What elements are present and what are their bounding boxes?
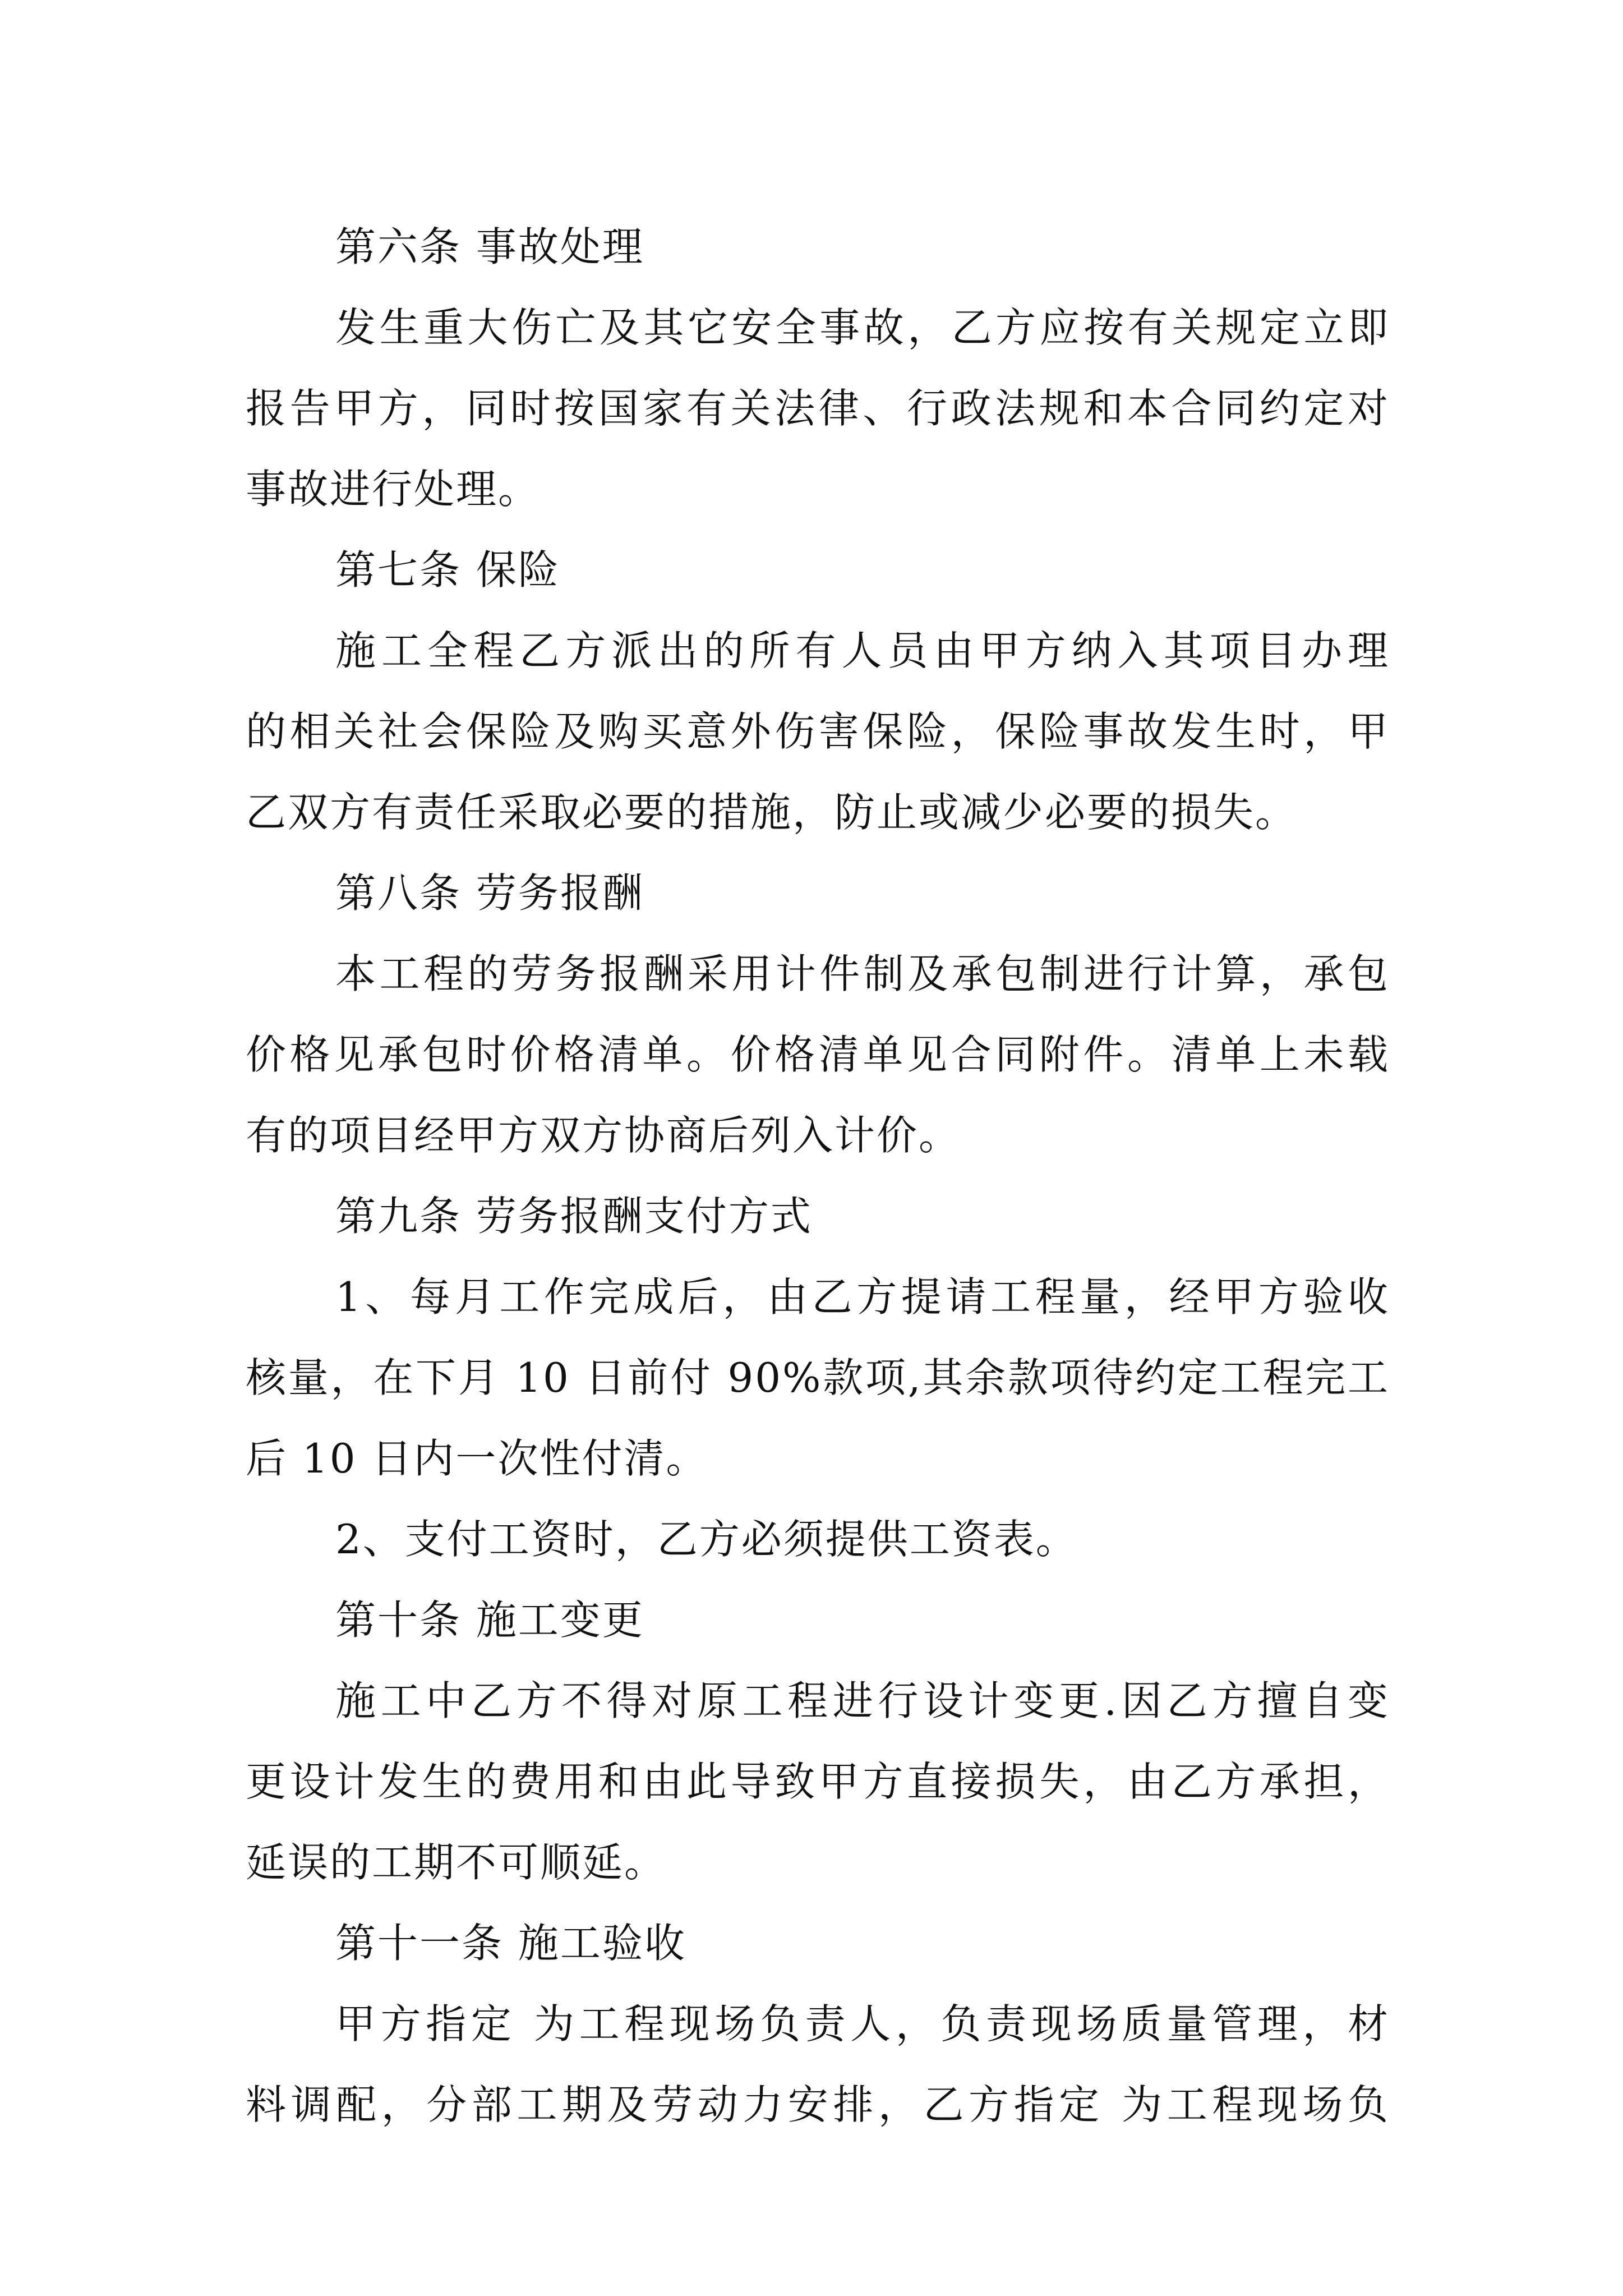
- paragraph-line: 本工程的劳务报酬采用计件制及承包制进行计算，承包: [335, 950, 1390, 997]
- article-8-heading: 第八条 劳务报酬: [335, 869, 644, 917]
- article-11-heading: 第十一条 施工验收: [335, 1920, 686, 1967]
- paragraph-line: 乙双方有责任采取必要的措施，防止或减少必要的损失。: [246, 789, 1298, 836]
- paragraph-line: 料调配，分部工期及劳动力安排，乙方指定 为工程现场负: [246, 2081, 1390, 2128]
- paragraph-line: 1、每月工作完成后，由乙方提请工程量，经甲方验收: [335, 1273, 1390, 1320]
- article-9-heading: 第九条 劳务报酬支付方式: [335, 1193, 813, 1240]
- article-10-heading: 第十条 施工变更: [335, 1596, 644, 1644]
- article-7-heading: 第七条 保险: [335, 546, 560, 593]
- paragraph-line: 事故进行处理。: [246, 466, 541, 513]
- paragraph-line: 2、支付工资时，乙方必须提供工资表。: [335, 1516, 1078, 1563]
- document-body: [246, 206, 1390, 2145]
- paragraph-line: 后 10 日内一次性付清。: [246, 1435, 708, 1482]
- paragraph-line: 更设计发生的费用和由此导致甲方直接损失，由乙方承担，: [246, 1758, 1390, 1805]
- paragraph-line: 报告甲方，同时按国家有关法律、行政法规和本合同约定对: [246, 385, 1390, 432]
- paragraph-line: 甲方指定 为工程现场负责人，负责现场质量管理，材: [335, 2000, 1390, 2047]
- paragraph-line: 延误的工期不可顺延。: [246, 1839, 667, 1886]
- paragraph-line: 有的项目经甲方双方协商后列入计价。: [246, 1112, 961, 1159]
- paragraph-line: 施工全程乙方派出的所有人员由甲方纳入其项目办理: [335, 627, 1390, 674]
- paragraph-line: 施工中乙方不得对原工程进行设计变更.因乙方擅自变: [335, 1677, 1390, 1724]
- article-6-heading: 第六条 事故处理: [335, 223, 644, 270]
- paragraph-line: 核量，在下月 10 日前付 90%款项,其余款项待约定工程完工: [246, 1354, 1390, 1401]
- paragraph-line: 价格见承包时价格清单。价格清单见合同附件。清单上未载: [246, 1031, 1390, 1078]
- paragraph-line: 发生重大伤亡及其它安全事故，乙方应按有关规定立即: [335, 304, 1390, 351]
- paragraph-line: 的相关社会保险及购买意外伤害保险，保险事故发生时，甲: [246, 708, 1390, 755]
